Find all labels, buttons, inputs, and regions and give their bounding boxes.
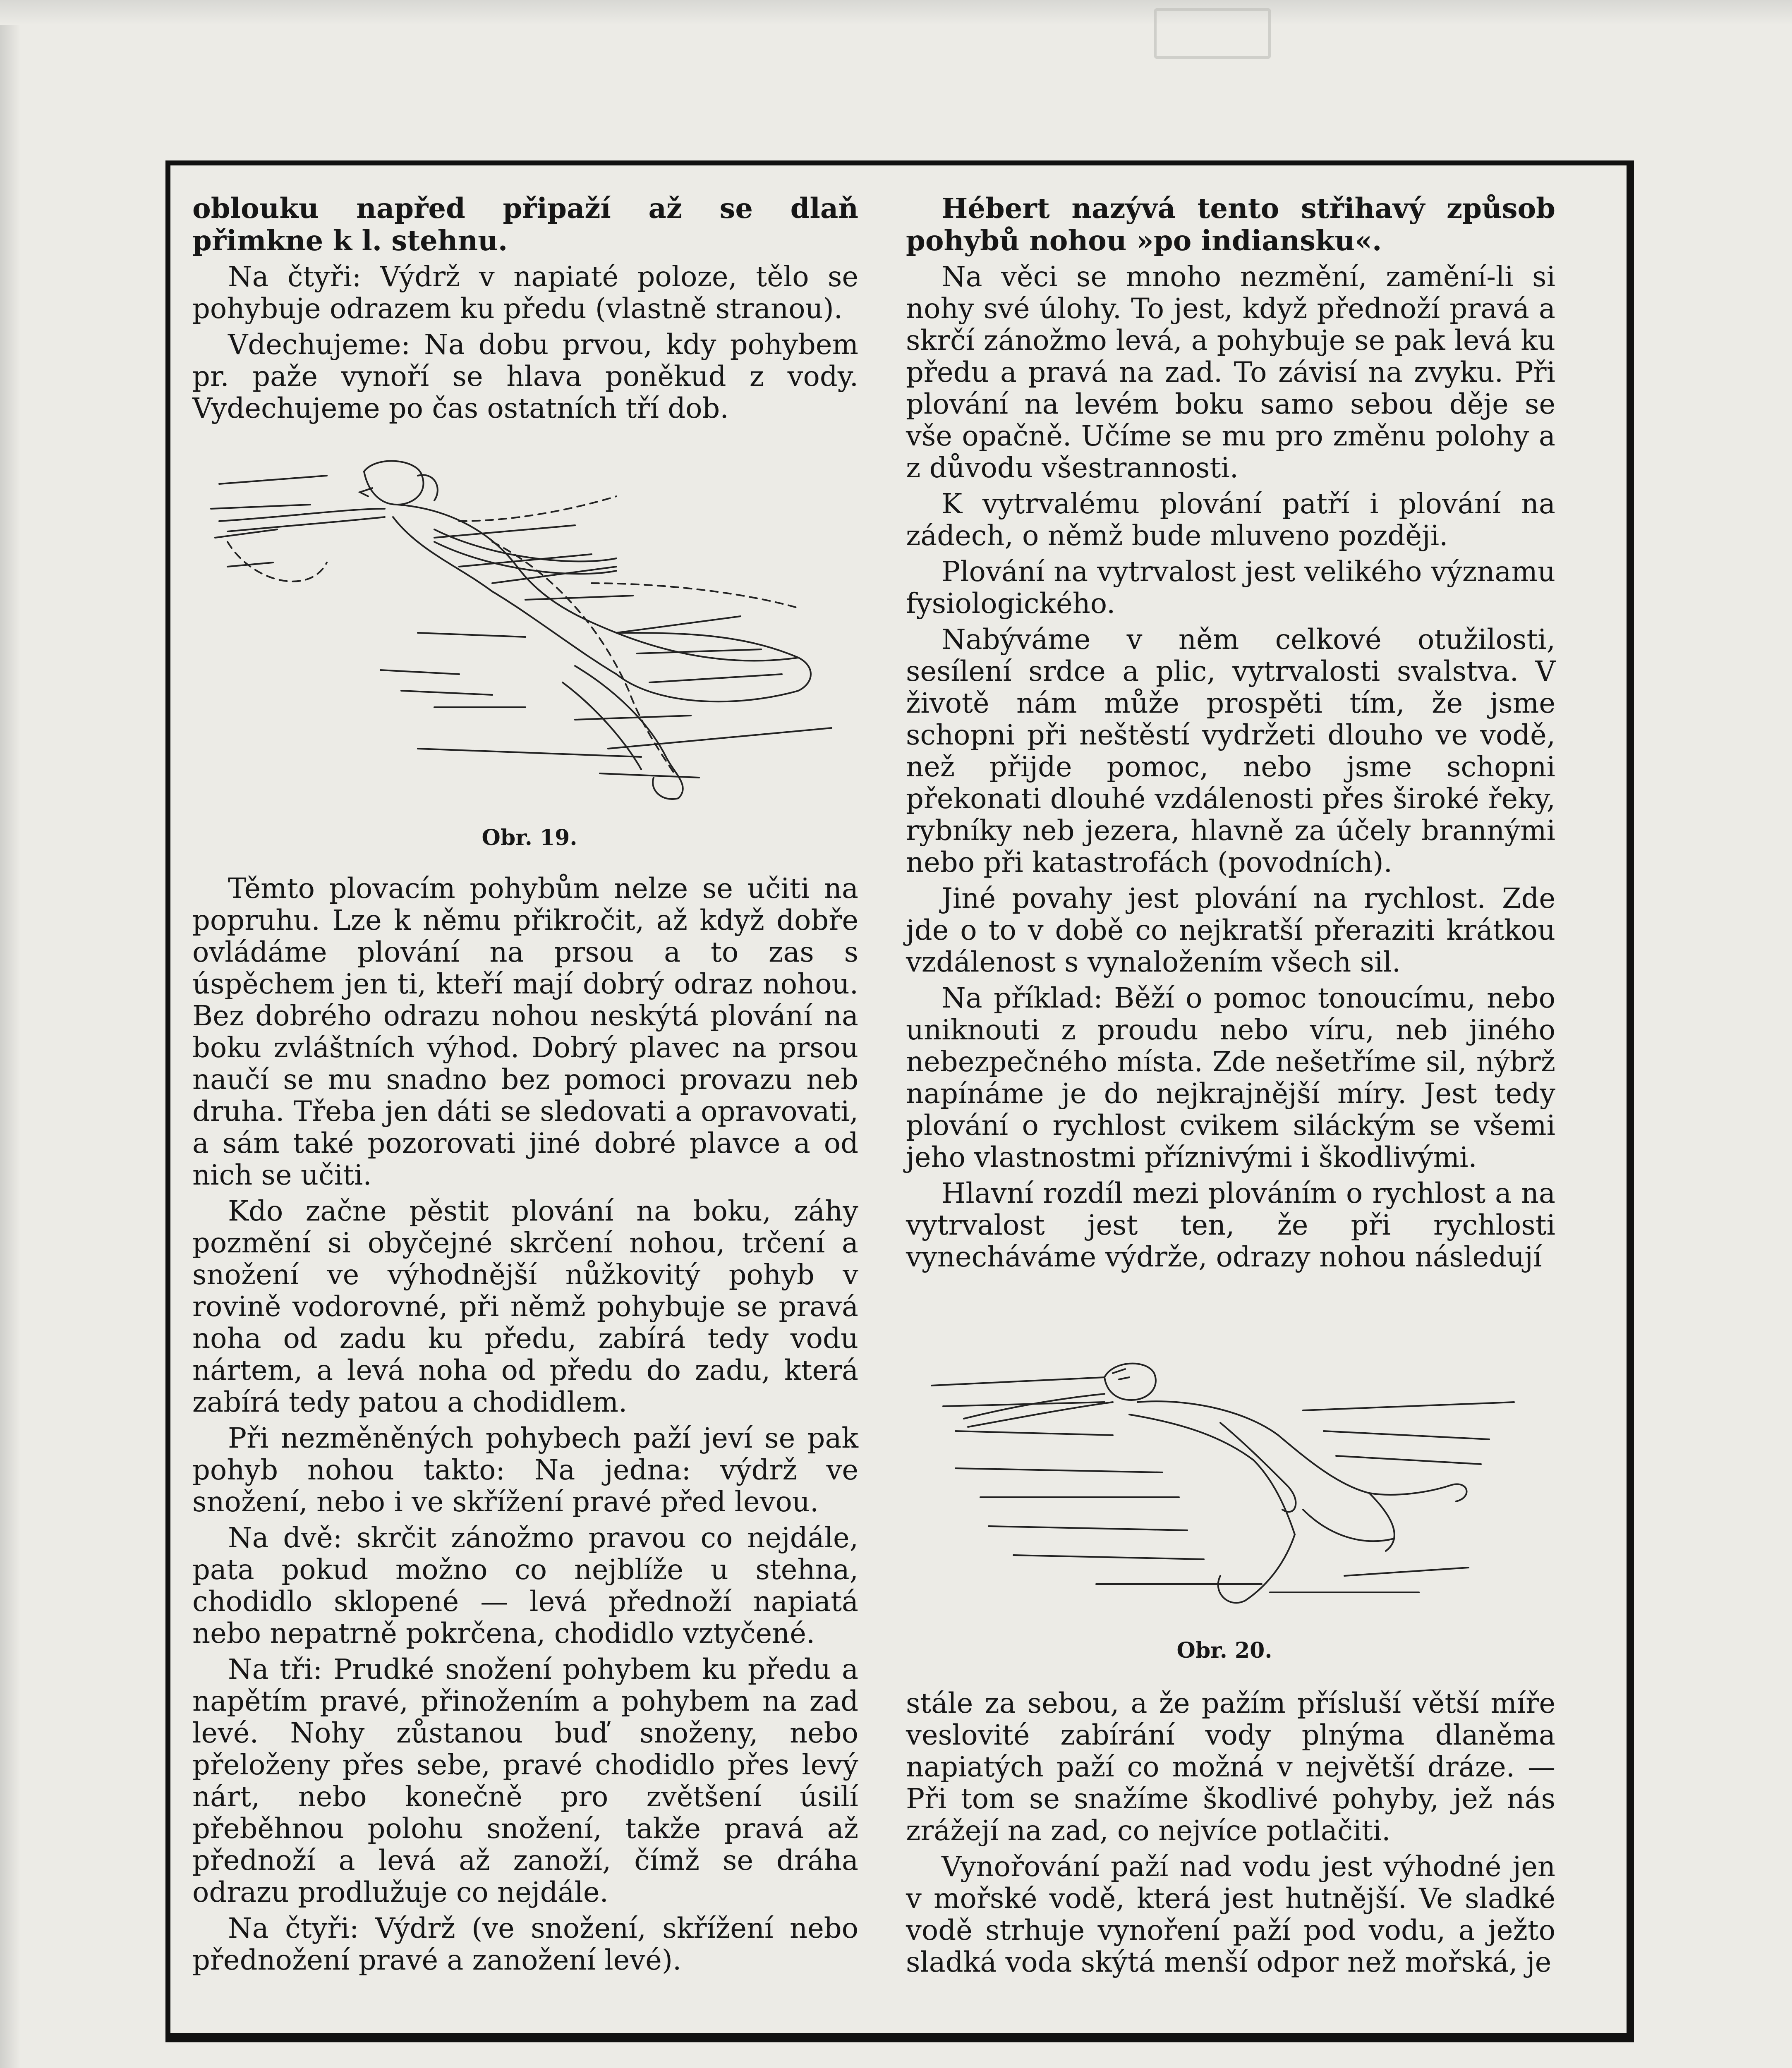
paragraph: Při nezměněných pohybech paží jeví se pak pohyb nohou takto: Na jedna: výdrž ve snožení, nebo i ve skřížení pravé před levou. xyxy=(192,1422,858,1518)
scan-edge-left xyxy=(0,0,21,2068)
figure-caption: Obr. 19. xyxy=(482,825,577,850)
paragraph: Plování na vytrvalost jest velikého významu fysiologického. xyxy=(906,555,1555,620)
paragraph: Na věci se mnoho nezmění, zamění-li si nohy své úlohy. To jest, když přednoží pravá a skrčí zánožmo levá, a pohybuje se pak levá ku předu a pravá na zad. To závisí na zvyku. Při plování na levém boku samo sebou děje se vše opačně. Učíme se mu pro změnu polohy a z důvodu všestrannosti. xyxy=(906,261,1555,484)
paragraph: K vytrvalému plování patří i plování na zádech, o němž bude mluveno později. xyxy=(906,488,1555,552)
paragraph: Kdo začne pěstit plování na boku, záhy pozmění si obyčejné skrčení nohou, trčení a snožení ve výhodnější nůžkovitý pohyb v rovině vodorovné, při němž pohybuje se pravá noha od zadu ku předu, zabírá tedy vodu nártem, a levá noha od předu do zadu, která zabírá tedy patou a chodidlem. xyxy=(192,1195,858,1418)
swimmer-side-stroke-illustration xyxy=(203,459,840,823)
left-column-top xyxy=(192,192,858,428)
paragraph: Na dvě: skrčit zánožmo pravou co nejdále, pata pokud možno co nejblíže u stehna, chodidlo sklopené — levá přednoží napiatá nebo nepatrně pokrčena, chodidlo vztyčené. xyxy=(192,1522,858,1649)
right-column-bottom xyxy=(906,1687,1555,1982)
paragraph: Na příklad: Běží o pomoc tonoucímu, nebo uniknouti z proudu nebo víru, neb jiného nebezpečného místa. Zde nešetříme sil, nýbrž napínáme je do nejkrajnější míry. Jest tedy plování o rychlost cvikem siláckým se všemi jeho vlastnostmi příznivými i škodlivými. xyxy=(906,982,1555,1173)
figure-caption: Obr. 20. xyxy=(1176,1638,1272,1663)
paragraph: Na tři: Prudké snožení pohybem ku předu a napětím pravé, přinožením a pohybem na zad levé. Nohy zůstanou buď snoženy, nebo přeloženy přes sebe, pravé chodidlo přes levý nárt, nebo konečně pro zvětšení úsilí přeběhnou polohu snožení, takže pravá až přednoží a levá až zanoží, čímž se dráha odrazu prodlužuje co nejdále. xyxy=(192,1653,858,1908)
paragraph: Vynořování paží nad vodu jest výhodné jen v mořské vodě, která jest hutnější. Ve sladké vodě strhuje vynoření paží pod vodu, a ježto sladká voda skýtá menší odpor než mořská, je xyxy=(906,1850,1555,1978)
paragraph: Nabýváme v něm celkové otužilosti, sesílení srdce a plic, vytrvalosti svalstva. V životě nám může prospěti tím, že jsme schopni při neštěstí vydržeti dlouho ve vodě, než přijde pomoc, nebo jsme schopni překonati dlouhé vzdálenosti přes široké řeky, rybníky neb jezera, hlavně za účely brannými nebo při katastrofách (povodních). xyxy=(906,623,1555,878)
right-column-top xyxy=(906,192,1555,1277)
paragraph: Jiné povahy jest plování na rychlost. Zde jde o to v době co nejkratší přeraziti krátkou vzdálenost s vynaložením všech sil. xyxy=(906,882,1555,978)
paragraph: Těmto plovacím pohybům nelze se učiti na popruhu. Lze k němu přikročit, až když dobře ovládáme plování na prsou a to zas s úspěchem jen ti, kteří mají dobrý odraz nohou. Bez dobrého odrazu nohou neskýtá plování na boku zvláštních výhod. Dobrý plavec na prsou naučí se mu snadno bez pomoci provazu neb druha. Třeba jen dáti se sledovati a opravovati, a sám také pozorovati jiné dobré plavce a od nich se učiti. xyxy=(192,872,858,1191)
paragraph: Vdechujeme: Na dobu prvou, kdy pohybem pr. paže vynoří se hlava poněkud z vody. Vydechujeme po čas ostatních tří dob. xyxy=(192,328,858,424)
swimmer-crawl-illustration xyxy=(931,1361,1518,1609)
library-stamp xyxy=(1154,8,1271,59)
left-column-bottom xyxy=(192,873,858,1980)
paragraph: oblouku napřed připaží až se dlaň přimkne k l. stehnu. xyxy=(192,192,858,257)
scan-edge-top xyxy=(0,0,1792,25)
paragraph: Na čtyři: Výdrž (ve snožení, skřížení nebo přednožení pravé a zanožení levé). xyxy=(192,1912,858,1976)
paragraph: stále za sebou, a že pažím přísluší větší míře veslovité zabírání vody plnýma dlaněma napiatých paží co možná v největší dráze. — Při tom se snažíme škodlivé pohyby, jež nás zrážejí na zad, co nejvíce potlačiti. xyxy=(906,1687,1555,1847)
paragraph: Na čtyři: Výdrž v napiaté poloze, tělo se pohybuje odrazem ku předu (vlastně stranou). xyxy=(192,261,858,325)
paragraph: Hébert nazývá tento střihavý způsob pohybů nohou »po indiansku«. xyxy=(906,192,1555,257)
paragraph: Hlavní rozdíl mezi plováním o rychlost a na vytrvalost jest ten, že při rychlosti vynecháváme výdrže, odrazy nohou následují xyxy=(906,1177,1555,1273)
